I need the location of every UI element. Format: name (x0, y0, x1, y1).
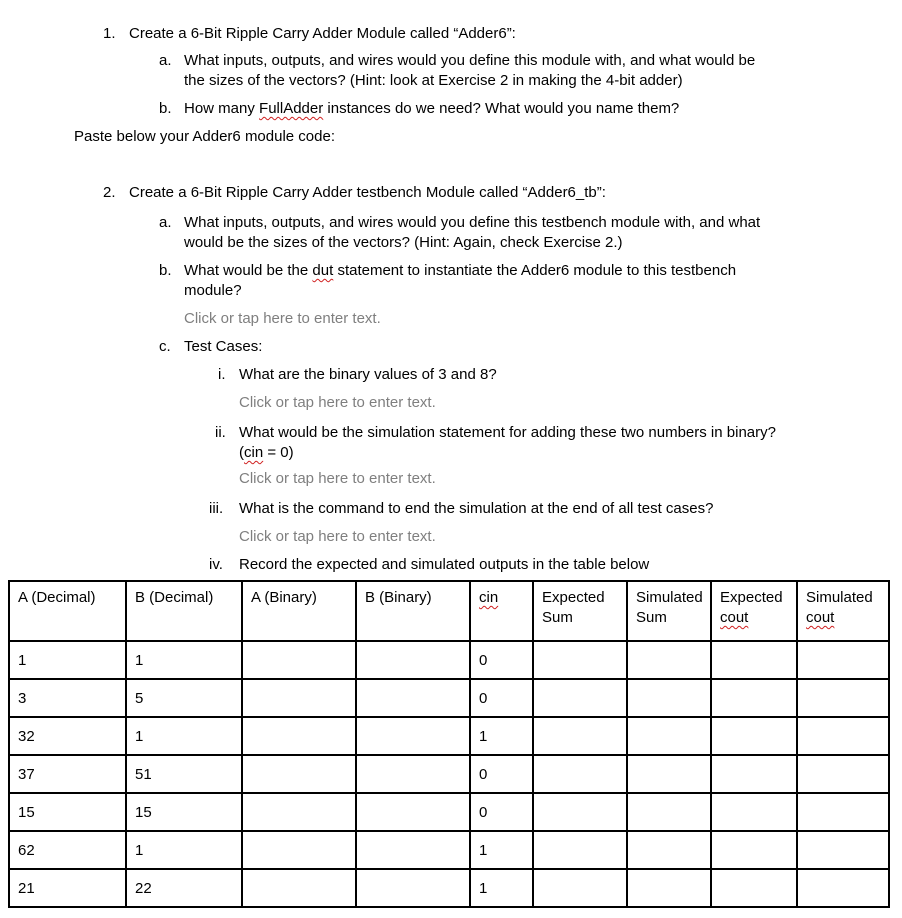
test-cases-table (8, 580, 890, 908)
cell-expected-sum[interactable] (533, 679, 627, 717)
cell-simulated-sum[interactable] (627, 679, 711, 717)
q2-b-answer-field[interactable]: Click or tap here to enter text. (184, 310, 381, 327)
q2-ii-text: What would be the simulation statement for adding these two numbers in binary? (239, 424, 776, 441)
q1-title: Create a 6-Bit Ripple Carry Adder Module called “Adder6”: (129, 25, 516, 42)
q2-b-line2: module? (184, 282, 242, 299)
cell-b-decimal: 5 (126, 679, 242, 717)
header-simulated-cout: Simulated cout (797, 581, 889, 641)
cell-expected-sum[interactable] (533, 831, 627, 869)
q2-a-label: a. (159, 214, 172, 231)
q1-b-label: b. (159, 100, 172, 117)
header-cin: cin (470, 581, 533, 641)
cell-a-binary[interactable] (242, 831, 356, 869)
cell-b-binary[interactable] (356, 755, 470, 793)
cell-b-binary[interactable] (356, 679, 470, 717)
cell-a-binary[interactable] (242, 679, 356, 717)
cell-a-decimal: 21 (9, 869, 126, 907)
q2-b-label: b. (159, 262, 172, 279)
q2-ii-answer-field[interactable]: Click or tap here to enter text. (239, 470, 436, 487)
cell-simulated-sum[interactable] (627, 755, 711, 793)
cell-b-binary[interactable] (356, 717, 470, 755)
cell-expected-sum[interactable] (533, 717, 627, 755)
cell-b-binary[interactable] (356, 641, 470, 679)
cell-expected-cout[interactable] (711, 755, 797, 793)
cell-simulated-sum[interactable] (627, 717, 711, 755)
header-expected-sum: Expected Sum (533, 581, 627, 641)
q1-a-line2: the sizes of the vectors? (Hint: look at Exercise 2 in making the 4-bit adder) (184, 72, 683, 89)
cell-cin: 0 (470, 641, 533, 679)
cell-a-decimal: 37 (9, 755, 126, 793)
table-row (9, 869, 889, 907)
q2-ii-label: ii. (215, 424, 226, 441)
q2-a-line2: would be the sizes of the vectors? (Hint: Again, check Exercise 2.) (184, 234, 623, 251)
table-row (9, 641, 889, 679)
cell-cin: 0 (470, 755, 533, 793)
q2-iv-label: iv. (209, 556, 223, 573)
header-b-binary: B (Binary) (356, 581, 470, 641)
cell-cin: 1 (470, 717, 533, 755)
table-header-row (9, 581, 889, 641)
q2-ii-line2: (cin = 0) (239, 444, 294, 461)
cell-a-decimal: 32 (9, 717, 126, 755)
q2-title: Create a 6-Bit Ripple Carry Adder testbench Module called “Adder6_tb”: (129, 184, 606, 201)
cell-expected-cout[interactable] (711, 717, 797, 755)
cell-expected-cout[interactable] (711, 831, 797, 869)
spellcheck-word-cin: cin (244, 444, 264, 461)
cell-b-binary[interactable] (356, 869, 470, 907)
cell-expected-cout[interactable] (711, 869, 797, 907)
cell-a-binary[interactable] (242, 755, 356, 793)
q2-iii-answer-field[interactable]: Click or tap here to enter text. (239, 528, 436, 545)
cell-expected-cout[interactable] (711, 793, 797, 831)
cell-cin: 1 (470, 869, 533, 907)
header-expected-cout: Expected cout (711, 581, 797, 641)
q1-a-label: a. (159, 52, 172, 69)
q2-a-line1: What inputs, outputs, and wires would you define this testbench module with, and what (184, 214, 761, 231)
cell-expected-cout[interactable] (711, 679, 797, 717)
cell-expected-sum[interactable] (533, 641, 627, 679)
cell-simulated-sum[interactable] (627, 869, 711, 907)
table-row (9, 717, 889, 755)
cell-simulated-cout[interactable] (797, 717, 889, 755)
cell-simulated-sum[interactable] (627, 831, 711, 869)
cell-simulated-cout[interactable] (797, 793, 889, 831)
paste-code-label: Paste below your Adder6 module code: (74, 128, 335, 145)
cell-simulated-cout[interactable] (797, 831, 889, 869)
cell-simulated-sum[interactable] (627, 793, 711, 831)
cell-b-binary[interactable] (356, 831, 470, 869)
cell-cin: 0 (470, 679, 533, 717)
cell-a-decimal: 3 (9, 679, 126, 717)
cell-simulated-cout[interactable] (797, 869, 889, 907)
cell-simulated-cout[interactable] (797, 641, 889, 679)
q1-a-line1: What inputs, outputs, and wires would you define this module with, and what would be (184, 52, 756, 69)
cell-a-decimal: 62 (9, 831, 126, 869)
cell-expected-sum[interactable] (533, 869, 627, 907)
cell-a-decimal: 1 (9, 641, 126, 679)
cell-b-decimal: 51 (126, 755, 242, 793)
q2-number: 2. (103, 184, 116, 201)
header-a-decimal: A (Decimal) (9, 581, 126, 641)
cell-b-decimal: 15 (126, 793, 242, 831)
q2-c-title: Test Cases: (184, 338, 263, 355)
q2-i-text: What are the binary values of 3 and 8? (239, 366, 497, 383)
spellcheck-word-fulladder: FullAdder (259, 100, 324, 117)
cell-expected-cout[interactable] (711, 641, 797, 679)
q2-iii-text: What is the command to end the simulation at the end of all test cases? (239, 500, 714, 517)
cell-a-decimal: 15 (9, 793, 126, 831)
cell-cin: 1 (470, 831, 533, 869)
q2-iv-text: Record the expected and simulated outputs in the table below (239, 556, 650, 573)
table-row (9, 831, 889, 869)
cell-simulated-cout[interactable] (797, 755, 889, 793)
cell-a-binary[interactable] (242, 717, 356, 755)
cell-simulated-cout[interactable] (797, 679, 889, 717)
cell-b-decimal: 1 (126, 717, 242, 755)
cell-a-binary[interactable] (242, 869, 356, 907)
q2-i-label: i. (218, 366, 226, 383)
q2-i-answer-field[interactable]: Click or tap here to enter text. (239, 394, 436, 411)
spellcheck-word-dut: dut (312, 262, 334, 279)
cell-a-binary[interactable] (242, 793, 356, 831)
q2-b-text: What would be the dut statement to instantiate the Adder6 module to this testbench (184, 262, 737, 279)
cell-a-binary[interactable] (242, 641, 356, 679)
header-a-binary: A (Binary) (242, 581, 356, 641)
q1-number: 1. (103, 25, 116, 42)
q2-c-label: c. (159, 338, 171, 355)
q1-b-text: How many FullAdder instances do we need? What would you name them? (184, 100, 680, 117)
table-row (9, 679, 889, 717)
cell-expected-sum[interactable] (533, 755, 627, 793)
table-row (9, 755, 889, 793)
cell-b-decimal: 1 (126, 641, 242, 679)
q2-iii-label: iii. (209, 500, 224, 517)
cell-b-decimal: 22 (126, 869, 242, 907)
cell-simulated-sum[interactable] (627, 641, 711, 679)
cell-cin: 0 (470, 793, 533, 831)
header-b-decimal: B (Decimal) (126, 581, 242, 641)
cell-b-binary[interactable] (356, 793, 470, 831)
cell-b-decimal: 1 (126, 831, 242, 869)
header-simulated-sum: Simulated Sum (627, 581, 711, 641)
table-row (9, 793, 889, 831)
cell-expected-sum[interactable] (533, 793, 627, 831)
